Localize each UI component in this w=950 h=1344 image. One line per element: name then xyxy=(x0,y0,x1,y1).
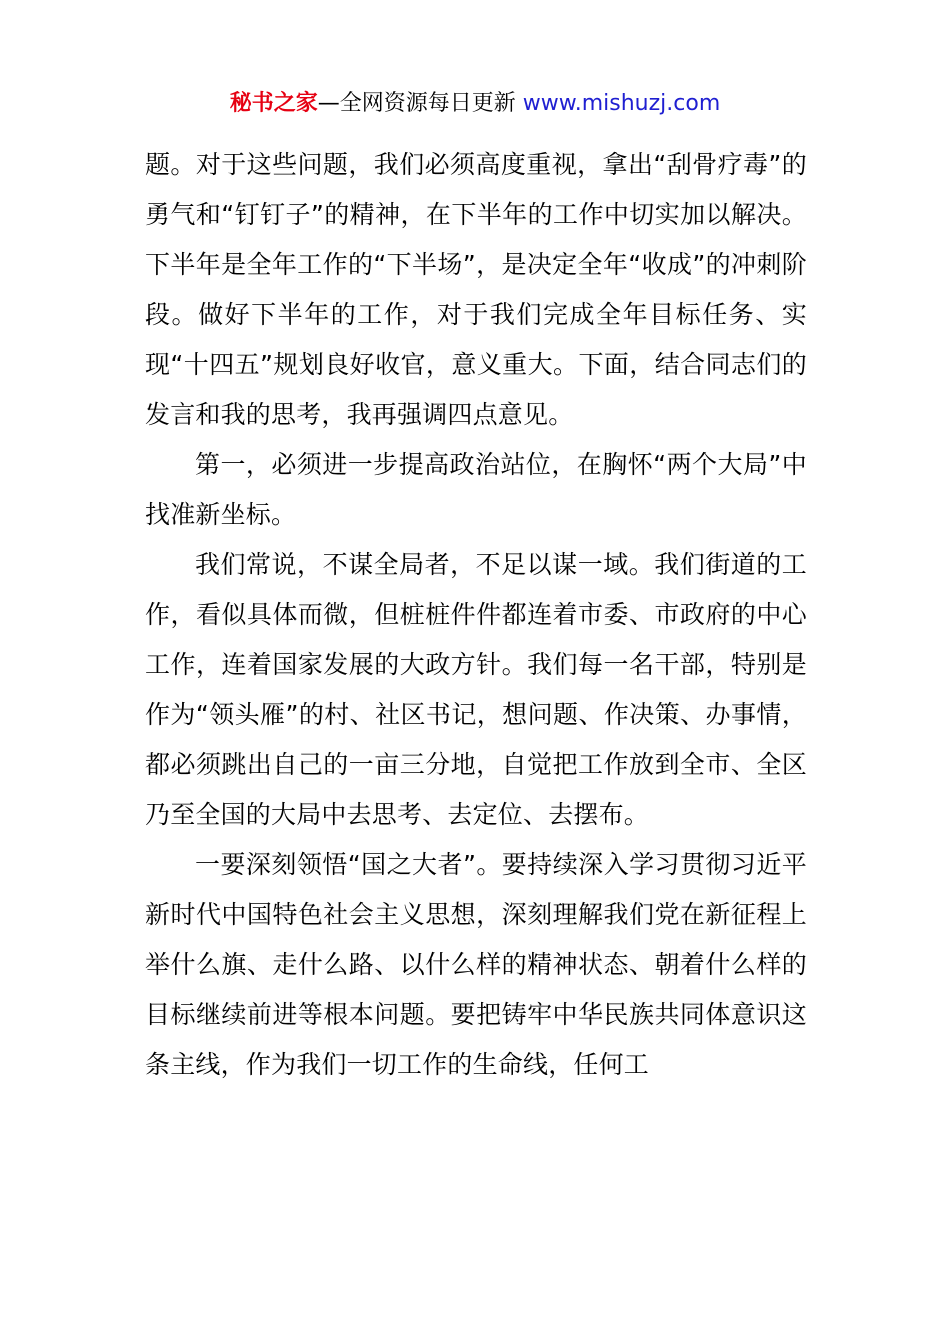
page-header xyxy=(0,86,950,122)
document-body xyxy=(145,140,807,1090)
paragraph-continued: 题。对于这些问题，我们必须高度重视，拿出“刮骨疗毒”的勇气和“钉钉子”的精神，在下半年的工作中切实加以解决。下半年是全年工作的“下半场”，是决定全年“收成”的冲刺阶段。做好下半年的工作，对于我们完成全年目标任务、实现“十四五”规划良好收官，意义重大。下面，结合同志们的发言和我的思考，我再强调四点意见。 xyxy=(145,150,807,429)
brand-name: 秘书之家 xyxy=(229,91,318,116)
section-heading-first: 第一，必须进一步提高政治站位，在胸怀“两个大局”中找准新坐标。 xyxy=(145,450,807,529)
header-tagline: —全网资源每日更新 xyxy=(317,91,516,116)
paragraph: 一要深刻领悟“国之大者”。要持续深入学习贯彻习近平新时代中国特色社会主义思想，深刻理解我们党在新征程上举什么旗、走什么路、以什么样的精神状态、朝着什么样的目标继续前进等根本问题。要把铸牢中华民族共同体意识这条主线，作为我们一切工作的生命线，任何工 xyxy=(145,850,807,1079)
paragraph: 我们常说，不谋全局者，不足以谋一域。我们街道的工作，看似具体而微，但桩桩件件都连着市委、市政府的中心工作，连着国家发展的大政方针。我们每一名干部，特别是作为“领头雁”的村、社区书记，想问题、作决策、办事情，都必须跳出自己的一亩三分地，自觉把工作放到全市、全区乃至全国的大局中去思考、去定位、去摆布。 xyxy=(145,550,807,829)
site-url-link[interactable]: www.mishuzj.com xyxy=(522,91,721,116)
